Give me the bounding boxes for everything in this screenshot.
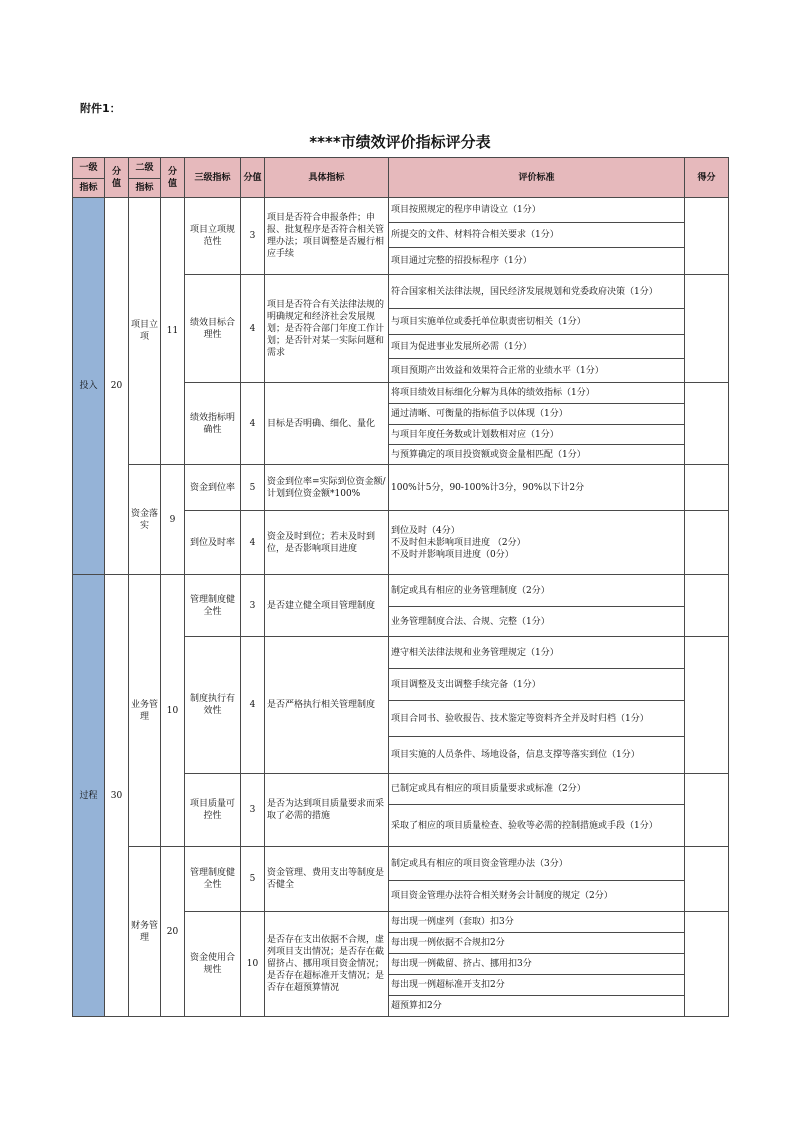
criteria-item: 项目通过完整的招投标程序（1分） [389, 248, 685, 275]
criteria-item: 项目为促进事业发展所必需（1分） [389, 335, 685, 359]
criteria-item: 与项目年度任务数或计划数相对应（1分） [389, 425, 685, 445]
criteria-item: 项目调整及支出调整手续完备（1分） [389, 669, 685, 701]
specific-indicator: 是否严格执行相关管理制度 [265, 637, 389, 774]
page-title: ****市绩效评价指标评分表 [309, 133, 491, 151]
level3-name: 绩效指标明确性 [185, 383, 241, 465]
level3-score: 4 [241, 511, 265, 575]
table-row [73, 198, 729, 223]
criteria-item: 制定或具有相应的项目资金管理办法（3分） [389, 847, 685, 881]
level3-score: 5 [241, 465, 265, 511]
criteria-item: 与预算确定的项目投资额或资金量相匹配（1分） [389, 445, 685, 465]
level3-score: 4 [241, 637, 265, 774]
score-cell[interactable] [685, 275, 729, 383]
criteria-item: 项目预期产出效益和效果符合正常的业绩水平（1分） [389, 359, 685, 383]
criteria-item: 每出现一例依据不合规扣2分 [389, 933, 685, 954]
level2-finance-score: 20 [161, 847, 185, 1017]
level1-input-score: 20 [105, 198, 129, 575]
criteria-item: 项目合同书、验收报告、技术鉴定等资料齐全并及时归档（1分） [389, 701, 685, 737]
score-cell[interactable] [685, 774, 729, 847]
score-cell[interactable] [685, 465, 729, 511]
table-row [73, 465, 729, 511]
criteria-item [389, 511, 685, 575]
level3-score: 3 [241, 575, 265, 637]
level2-project-score: 11 [161, 198, 185, 465]
level1-input: 投入 [73, 198, 105, 575]
level3-score: 10 [241, 912, 265, 1017]
specific-indicator: 资金及时到位；若未及时到位，是否影响项目进度 [265, 511, 389, 575]
specific-indicator: 资金管理、费用支出等制度是否健全 [265, 847, 389, 912]
level2-funds: 资金落实 [129, 465, 161, 575]
criteria-item: 每出现一例虚列（套取）扣3分 [389, 912, 685, 933]
table-row [73, 847, 729, 881]
criteria-line: 到位及时（4分） [391, 525, 460, 536]
score-cell[interactable] [685, 198, 729, 275]
level2-project: 项目立项 [129, 198, 161, 465]
specific-indicator: 是否为达到项目质量要求而采取了必需的措施 [265, 774, 389, 847]
header-score1: 分 值 [105, 158, 129, 198]
header-specific: 具体指标 [265, 158, 389, 198]
level3-name: 项目立项规范性 [185, 198, 241, 275]
specific-indicator: 是否建立健全项目管理制度 [265, 575, 389, 637]
score-cell[interactable] [685, 575, 729, 637]
header-row [73, 158, 729, 179]
level3-name: 资金到位率 [185, 465, 241, 511]
criteria-item: 100%计5分，90-100%计3分，90%以下计2分 [389, 465, 685, 511]
level3-name: 到位及时率 [185, 511, 241, 575]
criteria-item: 所提交的文件、材料符合相关要求（1分） [389, 223, 685, 248]
header-level1-bottom: 指标 [73, 179, 105, 198]
criteria-item: 遵守相关法律法规和业务管理规定（1分） [389, 637, 685, 669]
criteria-item: 项目按照规定的程序申请设立（1分） [389, 198, 685, 223]
header-result: 得分 [685, 158, 729, 198]
criteria-item: 制定或具有相应的业务管理制度（2分） [389, 575, 685, 607]
level3-name: 制度执行有效性 [185, 637, 241, 774]
level3-name: 项目质量可控性 [185, 774, 241, 847]
criteria-item: 每出现一例截留、挤占、挪用扣3分 [389, 954, 685, 975]
level3-name: 管理制度健全性 [185, 575, 241, 637]
level3-score: 3 [241, 774, 265, 847]
scoring-table [72, 157, 729, 1017]
criteria-item: 已制定或具有相应的项目质量要求或标准（2分） [389, 774, 685, 805]
level3-name: 管理制度健全性 [185, 847, 241, 912]
criteria-item: 采取了相应的项目质量检查、验收等必需的控制措施或手段（1分） [389, 805, 685, 847]
criteria-line: 不及时但未影响项目进度 （2分） [391, 537, 526, 548]
level1-process-score: 30 [105, 575, 129, 1017]
criteria-item: 每出现一例超标准开支扣2分 [389, 975, 685, 996]
criteria-item: 符合国家相关法律法规，国民经济发展规划和党委政府决策（1分） [389, 275, 685, 309]
specific-indicator: 项目是否符合有关法律法规的明确规定和经济社会发展规划；是否符合部门年度工作计划；是否针对某一实际问题和需求 [265, 275, 389, 383]
criteria-item: 通过清晰、可衡量的指标值予以体现（1分） [389, 404, 685, 425]
level3-name: 资金使用合规性 [185, 912, 241, 1017]
header-level3: 三级指标 [185, 158, 241, 198]
level3-score: 5 [241, 847, 265, 912]
level3-score: 3 [241, 198, 265, 275]
level3-score: 4 [241, 383, 265, 465]
level3-name: 绩效目标合理性 [185, 275, 241, 383]
score-cell[interactable] [685, 637, 729, 774]
header-score2: 分 值 [161, 158, 185, 198]
header-score3: 分值 [241, 158, 265, 198]
header-level1-top: 一级 [73, 158, 105, 179]
specific-indicator: 目标是否明确、细化、量化 [265, 383, 389, 465]
level1-process: 过程 [73, 575, 105, 1017]
criteria-item: 项目资金管理办法符合相关财务会计制度的规定（2分） [389, 881, 685, 912]
table-row [73, 575, 729, 607]
specific-indicator: 项目是否符合申报条件；申报、批复程序是否符合相关管理办法；项目调整是否履行相应手续 [265, 198, 389, 275]
criteria-item: 项目实施的人员条件、场地设备，信息支撑等落实到位（1分） [389, 737, 685, 774]
criteria-item: 与项目实施单位或委托单位职责密切相关（1分） [389, 309, 685, 335]
score-cell[interactable] [685, 511, 729, 575]
level2-business-score: 10 [161, 575, 185, 847]
criteria-item: 将项目绩效目标细化分解为具体的绩效指标（1分） [389, 383, 685, 404]
specific-indicator: 是否存在支出依据不合规，虚列项目支出情况；是否存在截留挤占、挪用项目资金情况；是否存在超标准开支情况；是否存在超预算情况 [265, 912, 389, 1017]
criteria-line: 不及时并影响项目进度（0分） [391, 549, 514, 560]
specific-indicator: 资金到位率=实际到位资金额/计划到位资金额*100% [265, 465, 389, 511]
criteria-item: 业务管理制度合法、合规、完整（1分） [389, 607, 685, 637]
criteria-item: 超预算扣2分 [389, 996, 685, 1017]
attachment-label: 附件1： [80, 102, 121, 115]
header-level2-bottom: 指标 [129, 179, 161, 198]
level2-funds-score: 9 [161, 465, 185, 575]
score-cell[interactable] [685, 383, 729, 465]
level2-business: 业务管理 [129, 575, 161, 847]
score-cell[interactable] [685, 912, 729, 1017]
level2-finance: 财务管理 [129, 847, 161, 1017]
level3-score: 4 [241, 275, 265, 383]
header-criteria: 评价标准 [389, 158, 685, 198]
score-cell[interactable] [685, 847, 729, 912]
header-level2-top: 二级 [129, 158, 161, 179]
